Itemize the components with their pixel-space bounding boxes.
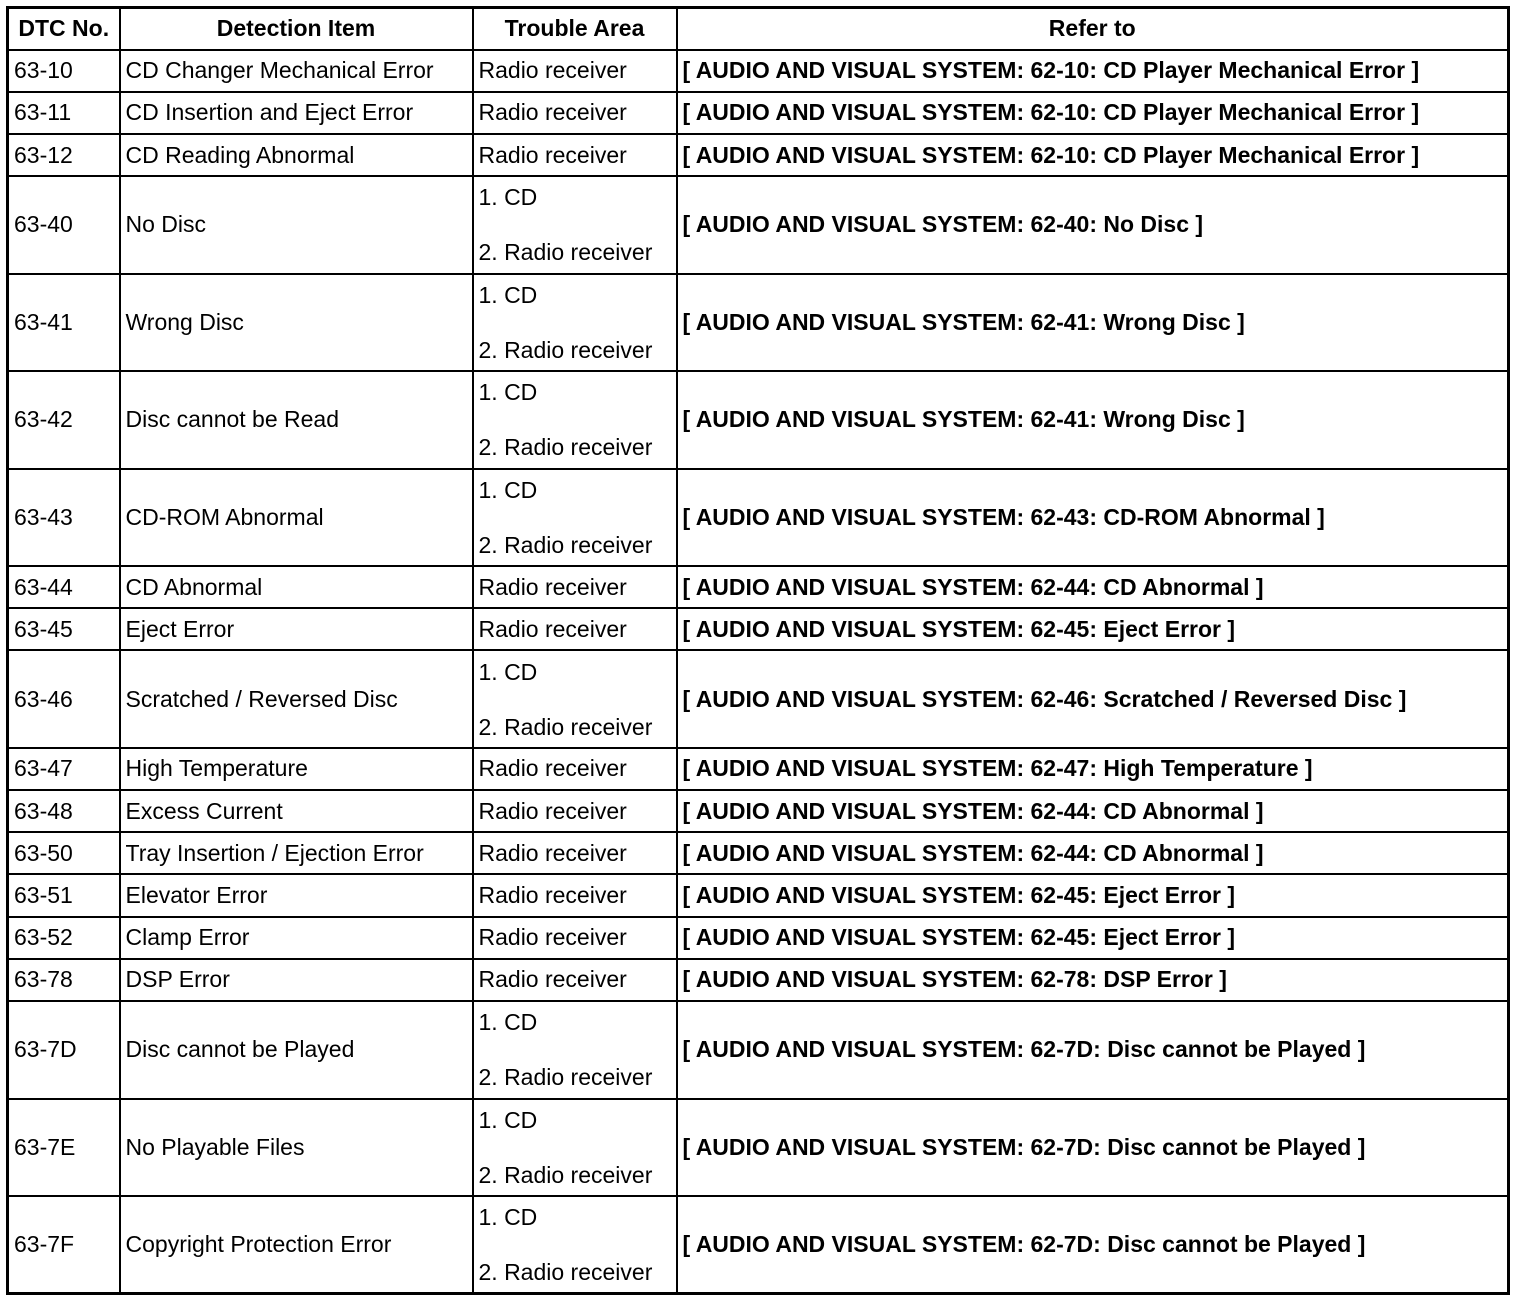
trouble-area-line: 2. Radio receiver [478, 434, 653, 461]
table-row [8, 1196, 1509, 1293]
trouble-area-line: 1. CD [478, 184, 538, 211]
table-row [8, 134, 1509, 176]
trouble-area [473, 1099, 677, 1196]
detection-item: High Temperature [120, 748, 473, 790]
detection-item: Tray Insertion / Ejection Error [120, 832, 473, 874]
dtc-number: 63-12 [8, 134, 120, 176]
dtc-number: 63-47 [8, 748, 120, 790]
table-row [8, 650, 1509, 747]
refer-to-link[interactable]: [ AUDIO AND VISUAL SYSTEM: 62-44: CD Abnormal ] [677, 566, 1509, 608]
dtc-number: 63-10 [8, 50, 120, 92]
refer-to-link[interactable]: [ AUDIO AND VISUAL SYSTEM: 62-44: CD Abnormal ] [677, 790, 1509, 832]
trouble-area-line: Radio receiver [478, 797, 627, 824]
trouble-area-line: Radio receiver [478, 839, 627, 866]
dtc-number: 63-50 [8, 832, 120, 874]
table-row [8, 959, 1509, 1001]
detection-item: Eject Error [120, 608, 473, 650]
dtc-number: 63-11 [8, 92, 120, 134]
trouble-area-line: Radio receiver [478, 615, 627, 642]
trouble-area [473, 50, 677, 92]
dtc-number: 63-7F [8, 1196, 120, 1293]
dtc-number: 63-46 [8, 650, 120, 747]
trouble-area [473, 176, 677, 273]
trouble-area-line: 2. Radio receiver [478, 531, 653, 558]
table-row [8, 790, 1509, 832]
dtc-number: 63-40 [8, 176, 120, 273]
table-row [8, 176, 1509, 273]
trouble-area-line: Radio receiver [478, 755, 627, 782]
refer-to-link[interactable]: [ AUDIO AND VISUAL SYSTEM: 62-41: Wrong Disc ] [677, 371, 1509, 468]
detection-item: Elevator Error [120, 874, 473, 916]
refer-to-link[interactable]: [ AUDIO AND VISUAL SYSTEM: 62-47: High Temperature ] [677, 748, 1509, 790]
dtc-number: 63-43 [8, 469, 120, 566]
trouble-area [473, 1196, 677, 1293]
refer-to-link[interactable]: [ AUDIO AND VISUAL SYSTEM: 62-10: CD Player Mechanical Error ] [677, 92, 1509, 134]
refer-to-link[interactable]: [ AUDIO AND VISUAL SYSTEM: 62-41: Wrong Disc ] [677, 274, 1509, 371]
table-row [8, 1099, 1509, 1196]
dtc-number: 63-42 [8, 371, 120, 468]
detection-item: No Disc [120, 176, 473, 273]
detection-item: No Playable Files [120, 1099, 473, 1196]
table-row [8, 917, 1509, 959]
trouble-area [473, 959, 677, 1001]
trouble-area [473, 874, 677, 916]
trouble-area-line: 2. Radio receiver [478, 1064, 653, 1091]
refer-to-link[interactable]: [ AUDIO AND VISUAL SYSTEM: 62-7D: Disc cannot be Played ] [677, 1099, 1509, 1196]
trouble-area-line: Radio receiver [478, 882, 627, 909]
detection-item: CD Changer Mechanical Error [120, 50, 473, 92]
table-row [8, 1001, 1509, 1098]
trouble-area-line: 1. CD [478, 1009, 538, 1036]
trouble-area-line: 2. Radio receiver [478, 1259, 653, 1285]
refer-to-link[interactable]: [ AUDIO AND VISUAL SYSTEM: 62-40: No Disc ] [677, 176, 1509, 273]
dtc-number: 63-45 [8, 608, 120, 650]
table-row [8, 566, 1509, 608]
trouble-area [473, 608, 677, 650]
dtc-number: 63-41 [8, 274, 120, 371]
trouble-area-line: 2. Radio receiver [478, 239, 653, 266]
refer-to-link[interactable]: [ AUDIO AND VISUAL SYSTEM: 62-7D: Disc cannot be Played ] [677, 1001, 1509, 1098]
trouble-area [473, 790, 677, 832]
detection-item: CD Abnormal [120, 566, 473, 608]
trouble-area [473, 371, 677, 468]
trouble-area [473, 832, 677, 874]
trouble-area [473, 917, 677, 959]
trouble-area [473, 469, 677, 566]
table-row [8, 274, 1509, 371]
trouble-area-line: 2. Radio receiver [478, 713, 653, 740]
trouble-area [473, 274, 677, 371]
table-row [8, 874, 1509, 916]
refer-to-link[interactable]: [ AUDIO AND VISUAL SYSTEM: 62-78: DSP Error ] [677, 959, 1509, 1001]
detection-item: Copyright Protection Error [120, 1196, 473, 1293]
trouble-area-line: 1. CD [478, 281, 538, 308]
detection-item: Disc cannot be Played [120, 1001, 473, 1098]
trouble-area [473, 134, 677, 176]
table-row [8, 748, 1509, 790]
trouble-area [473, 92, 677, 134]
refer-to-link[interactable]: [ AUDIO AND VISUAL SYSTEM: 62-10: CD Player Mechanical Error ] [677, 50, 1509, 92]
trouble-area [473, 748, 677, 790]
dtc-number: 63-44 [8, 566, 120, 608]
trouble-area-line: 2. Radio receiver [478, 336, 653, 363]
table-row [8, 469, 1509, 566]
refer-to-link[interactable]: [ AUDIO AND VISUAL SYSTEM: 62-10: CD Player Mechanical Error ] [677, 134, 1509, 176]
detection-item: CD-ROM Abnormal [120, 469, 473, 566]
refer-to-link[interactable]: [ AUDIO AND VISUAL SYSTEM: 62-44: CD Abnormal ] [677, 832, 1509, 874]
trouble-area-line: 1. CD [478, 1106, 538, 1133]
trouble-area-line: 1. CD [478, 1204, 538, 1230]
detection-item: Disc cannot be Read [120, 371, 473, 468]
detection-item: Clamp Error [120, 917, 473, 959]
table-row [8, 832, 1509, 874]
trouble-area [473, 566, 677, 608]
header-detection-item: Detection Item [120, 8, 473, 50]
detection-item: CD Reading Abnormal [120, 134, 473, 176]
trouble-area-line: Radio receiver [478, 57, 627, 84]
trouble-area-line: 1. CD [478, 476, 538, 503]
refer-to-link[interactable]: [ AUDIO AND VISUAL SYSTEM: 62-7D: Disc cannot be Played ] [677, 1196, 1509, 1293]
dtc-number: 63-51 [8, 874, 120, 916]
detection-item: Excess Current [120, 790, 473, 832]
dtc-table [6, 6, 1510, 1295]
dtc-number: 63-7D [8, 1001, 120, 1098]
detection-item: CD Insertion and Eject Error [120, 92, 473, 134]
refer-to-link[interactable]: [ AUDIO AND VISUAL SYSTEM: 62-43: CD-ROM Abnormal ] [677, 469, 1509, 566]
refer-to-link[interactable]: [ AUDIO AND VISUAL SYSTEM: 62-45: Eject Error ] [677, 608, 1509, 650]
header-dtc-no: DTC No. [8, 8, 120, 50]
trouble-area-line: Radio receiver [478, 141, 627, 168]
trouble-area-line: 2. Radio receiver [478, 1161, 653, 1188]
header-trouble-area: Trouble Area [473, 8, 677, 50]
dtc-number: 63-78 [8, 959, 120, 1001]
trouble-area-line: Radio receiver [478, 924, 627, 951]
table-row [8, 50, 1509, 92]
table-body [8, 50, 1509, 1294]
trouble-area-line: Radio receiver [478, 966, 627, 993]
header-row [8, 8, 1509, 50]
detection-item: DSP Error [120, 959, 473, 1001]
trouble-area [473, 650, 677, 747]
dtc-number: 63-48 [8, 790, 120, 832]
header-refer-to: Refer to [677, 8, 1509, 50]
detection-item: Scratched / Reversed Disc [120, 650, 473, 747]
detection-item: Wrong Disc [120, 274, 473, 371]
trouble-area-line: 1. CD [478, 379, 538, 406]
table-row [8, 92, 1509, 134]
dtc-number: 63-7E [8, 1099, 120, 1196]
trouble-area [473, 1001, 677, 1098]
trouble-area-line: Radio receiver [478, 573, 627, 600]
table-row [8, 608, 1509, 650]
table-row [8, 371, 1509, 468]
refer-to-link[interactable]: [ AUDIO AND VISUAL SYSTEM: 62-45: Eject Error ] [677, 874, 1509, 916]
trouble-area-line: Radio receiver [478, 99, 627, 126]
refer-to-link[interactable]: [ AUDIO AND VISUAL SYSTEM: 62-46: Scratched / Reversed Disc ] [677, 650, 1509, 747]
dtc-number: 63-52 [8, 917, 120, 959]
trouble-area-line: 1. CD [478, 658, 538, 685]
refer-to-link[interactable]: [ AUDIO AND VISUAL SYSTEM: 62-45: Eject Error ] [677, 917, 1509, 959]
